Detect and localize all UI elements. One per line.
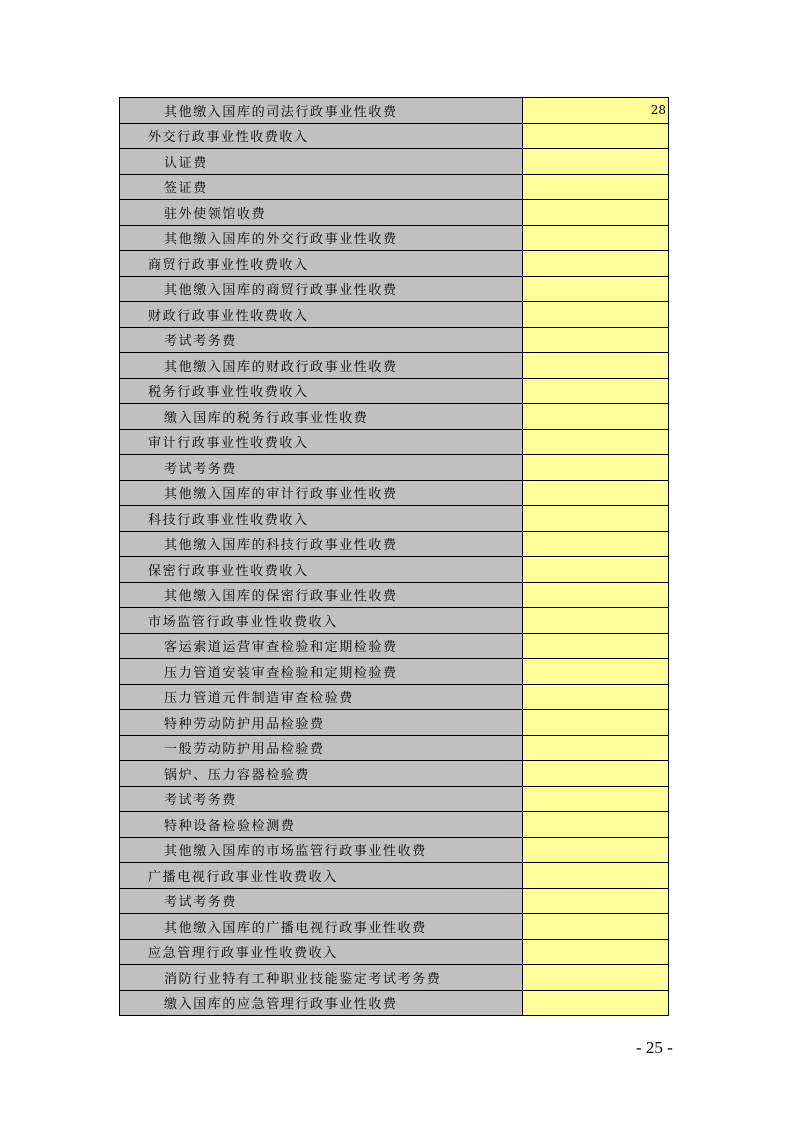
table-row [120,226,669,252]
item-label: 签证费 [120,175,523,201]
table-row [120,583,669,609]
table-row [120,965,669,991]
amount-cell [523,200,669,226]
amount-cell [523,226,669,252]
table-row [120,277,669,303]
item-label: 消防行业特有工种职业技能鉴定考试考务费 [120,965,523,991]
item-label: 特种设备检验检测费 [120,812,523,838]
item-label: 缴入国库的税务行政事业性收费 [120,404,523,430]
amount-cell [523,302,669,328]
amount-cell [523,532,669,558]
table-row [120,608,669,634]
amount-cell [523,965,669,991]
item-label: 其他缴入国库的审计行政事业性收费 [120,481,523,507]
amount-cell [523,914,669,940]
amount-cell [523,863,669,889]
category-label: 商贸行政事业性收费收入 [120,251,523,277]
item-label: 其他缴入国库的外交行政事业性收费 [120,226,523,252]
item-label: 锅炉、压力容器检验费 [120,761,523,787]
category-label: 保密行政事业性收费收入 [120,557,523,583]
category-label: 市场监管行政事业性收费收入 [120,608,523,634]
table-row [120,761,669,787]
item-label: 压力管道安装审查检验和定期检验费 [120,659,523,685]
amount-cell [523,124,669,150]
amount-cell [523,353,669,379]
table-row [120,634,669,660]
fee-table [119,97,669,1016]
amount-cell [523,430,669,456]
table-row [120,863,669,889]
category-label: 审计行政事业性收费收入 [120,430,523,456]
item-label: 其他缴入国库的商贸行政事业性收费 [120,277,523,303]
table-row [120,149,669,175]
table-row [120,430,669,456]
table-row [120,557,669,583]
amount-cell [523,838,669,864]
item-label: 一般劳动防护用品检验费 [120,736,523,762]
amount-cell [523,991,669,1017]
amount-cell [523,685,669,711]
amount-cell [523,149,669,175]
table-row [120,889,669,915]
table-row [120,532,669,558]
table-row [120,736,669,762]
amount-cell [523,277,669,303]
amount-cell [523,634,669,660]
table-row [120,98,669,124]
page-number: - 25 - [636,1038,673,1057]
amount-cell [523,328,669,354]
table-row [120,991,669,1017]
amount-cell [523,175,669,201]
amount-cell: 28 [523,98,669,124]
item-label: 其他缴入国库的市场监管行政事业性收费 [120,838,523,864]
item-label: 其他缴入国库的科技行政事业性收费 [120,532,523,558]
table-row [120,404,669,430]
amount-cell [523,379,669,405]
category-label: 应急管理行政事业性收费收入 [120,940,523,966]
table-row [120,940,669,966]
amount-cell [523,404,669,430]
amount-cell [523,736,669,762]
item-label: 考试考务费 [120,328,523,354]
table-row [120,455,669,481]
amount-cell [523,812,669,838]
table-row [120,251,669,277]
item-label: 缴入国库的应急管理行政事业性收费 [120,991,523,1017]
category-label: 财政行政事业性收费收入 [120,302,523,328]
item-label: 压力管道元件制造审查检验费 [120,685,523,711]
amount-cell [523,787,669,813]
category-label: 外交行政事业性收费收入 [120,124,523,150]
table-row [120,506,669,532]
table-row [120,379,669,405]
table-row [120,302,669,328]
amount-cell [523,940,669,966]
amount-cell [523,761,669,787]
item-label: 其他缴入国库的保密行政事业性收费 [120,583,523,609]
amount-cell [523,710,669,736]
table-row [120,200,669,226]
item-label: 特种劳动防护用品检验费 [120,710,523,736]
item-label: 认证费 [120,149,523,175]
item-label: 其他缴入国库的司法行政事业性收费 [120,98,523,124]
table-row [120,710,669,736]
item-label: 考试考务费 [120,455,523,481]
item-label: 考试考务费 [120,889,523,915]
amount-cell [523,455,669,481]
table-row [120,914,669,940]
table-row [120,659,669,685]
amount-cell [523,557,669,583]
amount-cell [523,889,669,915]
table-row [120,481,669,507]
category-label: 税务行政事业性收费收入 [120,379,523,405]
table-row [120,328,669,354]
amount-cell [523,251,669,277]
table-row [120,787,669,813]
item-label: 客运索道运营审查检验和定期检验费 [120,634,523,660]
category-label: 科技行政事业性收费收入 [120,506,523,532]
amount-cell [523,506,669,532]
table-row [120,175,669,201]
item-label: 驻外使领馆收费 [120,200,523,226]
amount-cell [523,583,669,609]
item-label: 其他缴入国库的财政行政事业性收费 [120,353,523,379]
table-row [120,812,669,838]
table-row [120,838,669,864]
table-row [120,353,669,379]
item-label: 考试考务费 [120,787,523,813]
item-label: 其他缴入国库的广播电视行政事业性收费 [120,914,523,940]
category-label: 广播电视行政事业性收费收入 [120,863,523,889]
table-row [120,685,669,711]
amount-cell [523,608,669,634]
amount-cell [523,659,669,685]
amount-cell [523,481,669,507]
table-row [120,124,669,150]
